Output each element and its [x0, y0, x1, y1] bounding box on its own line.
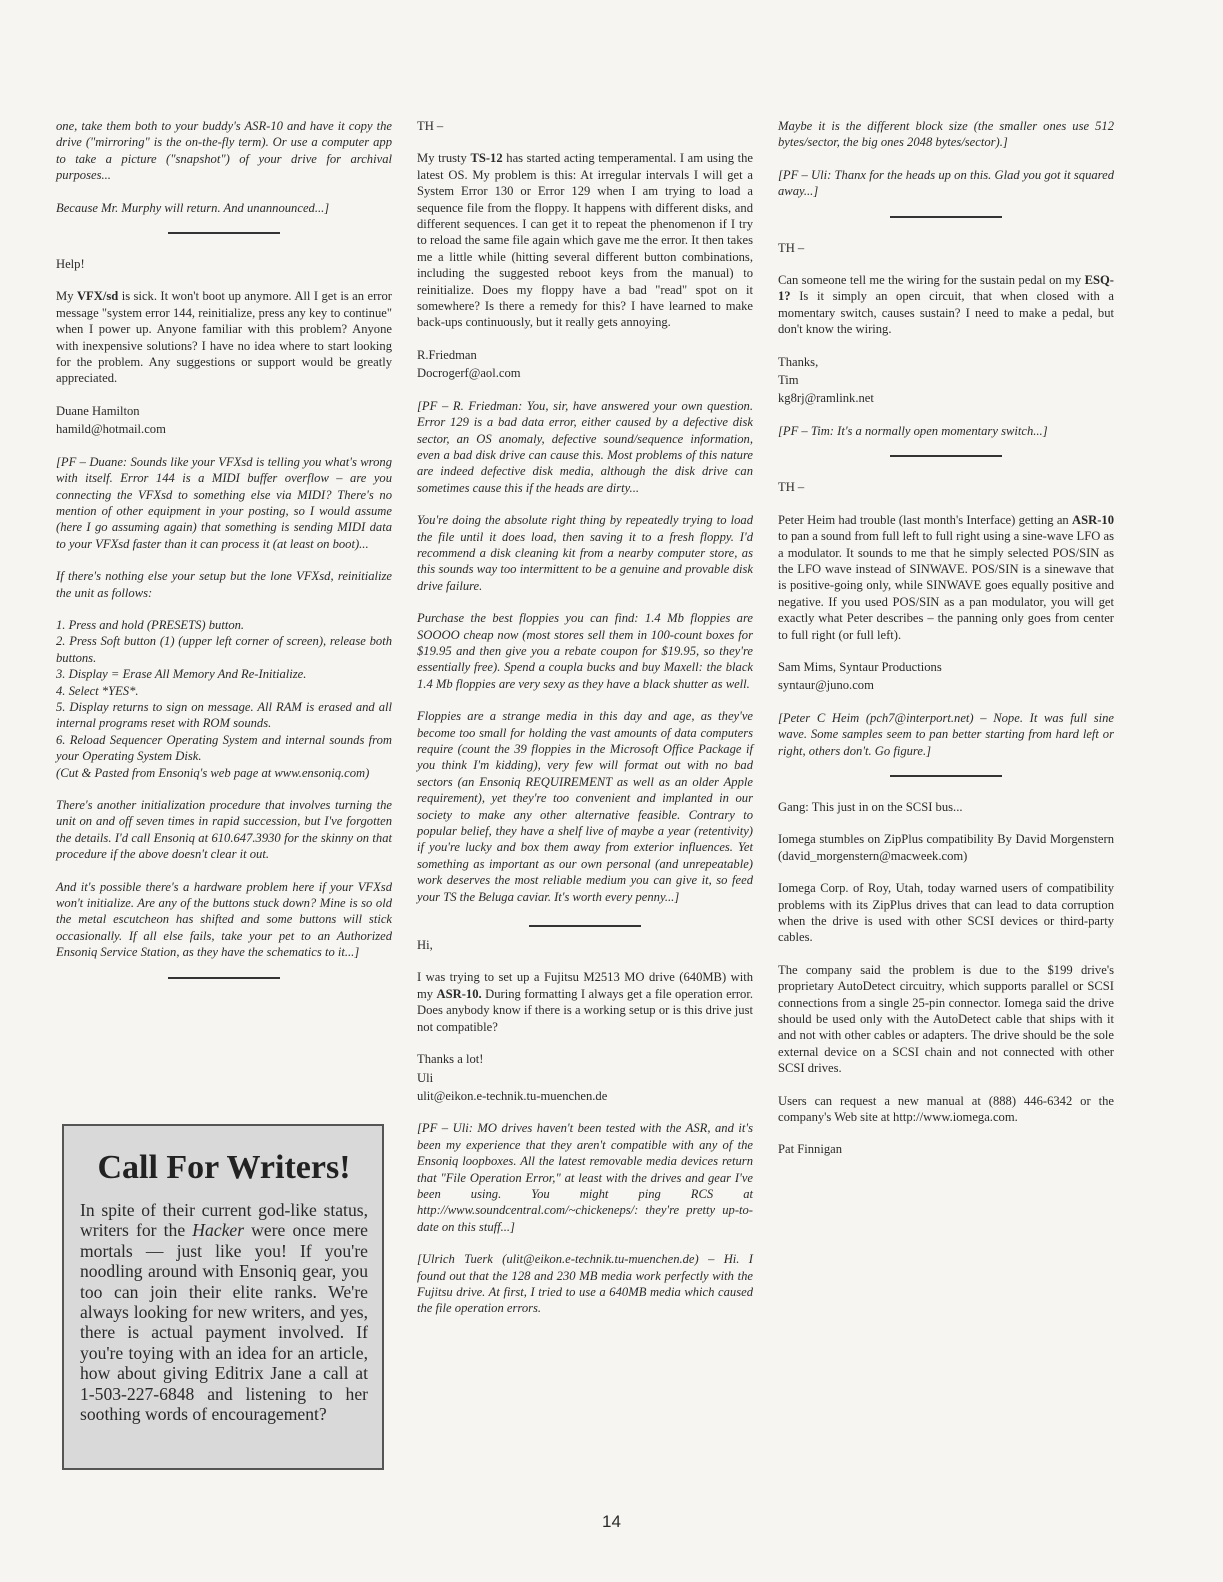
page-number: 14 — [602, 1512, 621, 1531]
letter-body: My trusty TS-12 has started acting temperamental. I am using the latest OS. My problem is this: At irregular intervals I will get a System Error 130 or Error 129 when I am trying to load a sequence file from the floppy. It happens with different disks, and different sequences. I can get it to repeat the phenomenon if I try to reload the same file again which gave me the error. It then takes me a little while (hitting several different button combinations, including the suggested reboot keys from the manual) to reinitialize. Does my floppy have a bad "read" spot on it somewhere? Is there a remedy for this? I have learned to make back-ups continuously, but it really gets annoying. — [417, 151, 753, 330]
letter-body: I was trying to set up a Fujitsu M2513 MO drive (640MB) with my ASR-10. During formatting I always get a file operation error. Does anybody know if there is a working setup or is this drive just not compatible? — [417, 970, 753, 1034]
letter-body: Can someone tell me the wiring for the sustain pedal on my ESQ-1? Is it simply an open circuit, that when closed with a momentary switch, causes sustain? I need to make a pedal, but don't know the wiring. — [778, 273, 1114, 337]
author-name: Uli — [417, 1070, 434, 1085]
author-email: syntaur@juno.com — [778, 678, 874, 693]
paragraph: Because Mr. Murphy will return. And unannounced...] — [56, 200, 330, 215]
reply-paragraph: [Peter C Heim (pch7@interport.net) – Nope. It was full sine wave. Some samples seem to pan better starting from hard left or right, others don't. Go figure.] — [778, 710, 1114, 758]
product-name: TS-12 — [470, 151, 503, 166]
reply-paragraph: If there's nothing else your setup but the lone VFXsd, reinitialize the unit as follows: — [56, 569, 392, 600]
product-name: VFX/sd — [76, 289, 119, 304]
author-name: Duane Hamilton — [56, 403, 140, 418]
letter-closing: Thanks a lot! — [417, 1052, 484, 1067]
product-name: ASR-10 — [1072, 512, 1114, 527]
call-for-writers-box — [62, 1124, 384, 1470]
list-item: 3. Display = Erase All Memory And Re-Initialize. — [56, 667, 307, 682]
news-headline: Iomega stumbles on ZipPlus compatibility By David Morgenstern (david_morgenstern@macweek.com) — [778, 832, 1114, 863]
column-middle — [417, 118, 753, 1333]
call-for-writers-title: Call For Writers! — [97, 1149, 351, 1186]
reply-paragraph: You're doing the absolute right thing by repeatedly trying to load the file until it does load, then saving it to a fresh floppy. I'd recommend a disk cleaning kit from a nearby computer store, as this sounds way too intermittent to be a genuine and provable disk drive failure. — [417, 513, 753, 593]
reply-paragraph: [PF – Duane: Sounds like your VFXsd is telling you what's wrong with itself. Error 144 is a MIDI buffer overflow – are you connecting the VFXsd to something else via MIDI? There's no mention of other equipment in your posting, so I would assume (here I go assuming again) that something is sending MIDI data to your VFXsd faster than it can process it (at least on boot)... — [56, 454, 392, 551]
column-right — [778, 118, 1114, 1174]
publication-name: Hacker — [192, 1220, 245, 1241]
author-email: Docrogerf@aol.com — [417, 366, 521, 381]
author-email: hamild@hotmail.com — [56, 422, 166, 437]
news-paragraph: Users can request a new manual at (888) 446-6342 or the company's Web site at http://www.iomega.com. — [778, 1093, 1114, 1125]
list-item: 6. Reload Sequencer Operating System and internal sounds from your Operating System Disk. — [56, 732, 392, 764]
section-divider — [890, 455, 1002, 457]
author-name: R.Friedman — [417, 347, 477, 362]
reply-paragraph: And it's possible there's a hardware problem here if your VFXsd won't initialize. Are any of the buttons stuck down? Mine is so old the metal escutcheon has shifted and some buttons will stick occasionally. If all else fails, take your pet to an Authorized Ensoniq Service Station, as they have the schematics to it...] — [56, 879, 392, 960]
section-divider — [890, 775, 1002, 777]
reply-paragraph: [PF – R. Friedman: You, sir, have answered your own question. Error 129 is a bad data error, either caused by a defective disk sector, an OS anomaly, defective sound/sequence information, even a bad disk drive can cause this. Most problems of this nature are indeed defective disk media, although the disk drive can sometimes cause this if the heads are dirty... — [417, 398, 753, 495]
author-email: ulit@eikon.e-technik.tu-muenchen.de — [417, 1088, 608, 1103]
letter-greeting: TH – — [417, 119, 444, 133]
author-email: kg8rj@ramlink.net — [778, 391, 874, 406]
letter-greeting: Hi, — [417, 938, 433, 953]
reply-paragraph: There's another initialization procedure that involves turning the unit on and off seven times in rapid succession, but I've forgotten the details. I'd call Ensoniq at 610.647.3930 for the skinny on that procedure if the above doesn't clear it out. — [56, 798, 392, 862]
product-name: ESQ-1? — [778, 273, 1114, 304]
list-item: 4. Select *YES*. — [56, 683, 139, 698]
list-item: 1. Press and hold (PRESETS) button. — [56, 617, 245, 632]
letter-greeting: TH – — [778, 240, 805, 255]
reply-paragraph: Floppies are a strange media in this day and age, as they've become too small for holding the vast amounts of data computers require (count the 39 floppies in the Microsoft Office Package if you think I'm kidding), very few will format out with no bad sectors (an Ensoniq REQUIREMENT as well as an older Apple requirement), yet they're too convenient and implanted in our society to make any other alternative feasible. Contrary to popular belief, they have a shelf live of maybe a year (retentivity) if you're lucky and box them away from exterior influences. Yet something as important as our own personal (and unrepeatable) work deserves the most reliable medium you can give it, so feed your TS the Beluga caviar. It's worth every penny...] — [417, 709, 753, 904]
reinit-steps — [56, 617, 392, 781]
paragraph: one, take them both to your buddy's ASR-10 and have it copy the drive ("mirroring" is the on-the-fly term). Or use a computer app to take a picture ("snapshot") of your drive for archival purposes... — [56, 119, 392, 183]
reply-paragraph: [PF – Uli: Thanx for the heads up on this. Glad you got it squared away...] — [778, 167, 1114, 199]
news-paragraph: The company said the problem is due to the $199 drive's proprietary AutoDetect circuitry, which supports parallel or SCSI connections from a single 25-pin connector. Iomega said the drive should be used only with the AutoDetect cable that ships with it and not with other cables or adapters. The drive should be the sole external device on a SCSI chain and not connected with other SCSI drives. — [778, 962, 1114, 1076]
letter-body: My VFX/sd is sick. It won't boot up anymore. All I get is an error message "system error 144, reinitialize, press any key to continue" when I power up. Anyone familiar with this problem? Anyone with inexpensive solutions? I have no idea where to start looking for the problem. Any suggestions or support would be greatly appreciated. — [56, 289, 392, 386]
product-name: ASR-10. — [436, 986, 482, 1001]
list-item: 5. Display returns to sign on message. All RAM is erased and all internal programs reset with ROM sounds. — [56, 699, 392, 731]
reply-paragraph: Purchase the best floppies you can find: 1.4 Mb floppies are SOOOO cheap now (most stores sell them in 100-count boxes for $19.95 and then give you a rebate coupon for $19.95, so they're essentially free). Spend a coupla bucks and buy Maxell: the black 1.4 Mb floppies are very sexy as they have a black shutter as well. — [417, 611, 753, 691]
letter-greeting: Help! — [56, 257, 85, 272]
letter-greeting: Gang: This just in on the SCSI bus... — [778, 799, 963, 814]
reply-paragraph: [PF – Tim: It's a normally open momentary switch...] — [778, 423, 1048, 438]
signature: Pat Finnigan — [778, 1142, 843, 1157]
list-item: 2. Press Soft button (1) (upper left corner of screen), release both buttons. — [56, 634, 392, 665]
section-divider — [890, 216, 1002, 218]
section-divider — [168, 232, 280, 234]
letter-greeting: TH – — [778, 480, 805, 495]
reply-paragraph: [PF – Uli: MO drives haven't been tested with the ASR, and it's been my experience that they aren't compatible with any of the Ensoniq loopboxes. All the latest removable media devices return that "File Operation Error," at least with the drives and gear I've been using. You might ping RCS at http://www.soundcentral.com/~chickeneps/: they're pretty up-to-date on this stuff...] — [417, 1121, 753, 1234]
reply-paragraph: [Ulrich Tuerk (ulit@eikon.e-technik.tu-muenchen.de) – Hi. I found out that the 128 and 230 MB media work perfectly with the Fujitsu drive. At first, I tried to use a 640MB media which caused the file operation errors. — [417, 1252, 753, 1316]
section-divider — [168, 977, 280, 979]
author-name: Tim — [778, 373, 799, 388]
column-left — [56, 118, 392, 1001]
news-paragraph: Iomega Corp. of Roy, Utah, today warned users of compatibility problems with its ZipPlus drives that can lead to data corruption when the drive is used with other SCSI devices or third-party cables. — [778, 881, 1114, 945]
section-divider — [529, 925, 641, 927]
author-name: Sam Mims, Syntaur Productions — [778, 659, 942, 674]
call-for-writers-text: In spite of their current god-like status, writers for the Hacker were once mere mortals — just like you! If you're noodling around with Ensoniq gear, you too can join their elite ranks. We're always looking for new writers, and yes, there is actual payment involved. If you're toying with an idea for an article, how about giving Editrix Jane a call at 1-503-227-6848 and listening to her soothing words of encouragement? — [80, 1200, 368, 1425]
list-item: (Cut & Pasted from Ensoniq's web page at www.ensoniq.com) — [56, 765, 370, 780]
letter-closing: Thanks, — [778, 354, 819, 369]
letter-body: Peter Heim had trouble (last month's Interface) getting an ASR-10 to pan a sound from full left to full right using a sine-wave LFO as a modulator. It sounds to me that he simply selected POS/SIN as the LFO wave instead of SINWAVE. POS/SIN is a sinewave that is positive-going only, while SINWAVE goes equally positive and negative. If you used POS/SIN as a pan modulator, you will get exactly what Peter describes – the panning only goes from center to full right (or full left). — [778, 512, 1114, 642]
reply-paragraph: Maybe it is the different block size (the smaller ones use 512 bytes/sector, the big ones 2048 bytes/sector).] — [778, 119, 1114, 150]
